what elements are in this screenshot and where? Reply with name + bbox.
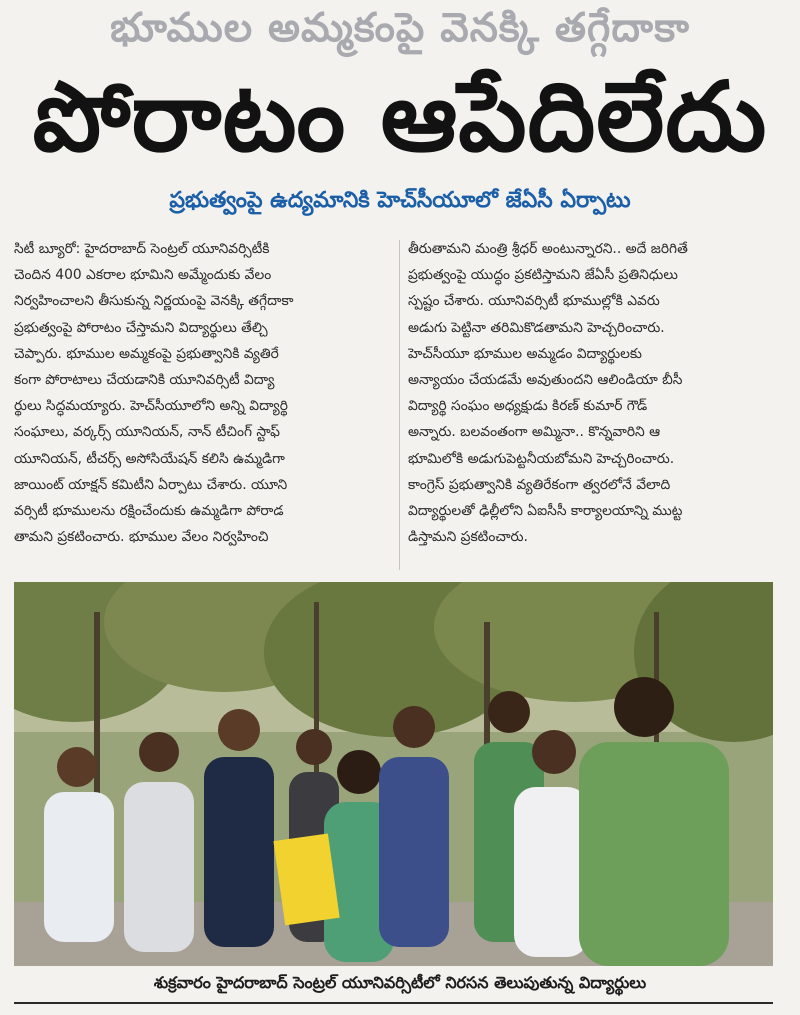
kicker-headline: భూముల అమ్మకంపై వెనక్కి తగ్గేదాకా — [110, 5, 690, 51]
article-line: సిటీ బ్యూరో: హైదరాబాద్ సెంట్రల్ యూనివర్సిటీకి — [14, 241, 270, 257]
protest-photo-illustration — [14, 582, 773, 966]
bottom-rule — [14, 1002, 773, 1004]
article-line: జాయింట్ యాక్షన్ కమిటీని ఏర్పాటు చేశారు. యూని — [14, 476, 288, 493]
article-line: చెప్పారు. భూముల అమ్మకంపై ప్రభుత్వానికి వ్యతిరే — [14, 345, 279, 362]
protest-photo — [14, 582, 773, 966]
article-line: యూనియన్, టీచర్స్ అసోసియేషన్ కలిసి ఉమ్మడిగా — [14, 450, 285, 467]
article-line: అన్యాయం చేయడమే అవుతుందని ఆలిండియా బీసీ — [408, 372, 683, 389]
article-column-2 — [408, 236, 783, 550]
article-line: వర్సిటీ భూములను రక్షించేందుకు ఉమ్మడిగా పోరాడ — [14, 503, 284, 520]
article-column-1 — [14, 236, 394, 550]
article-line: ప్రభుత్వంపై యుద్ధం ప్రకటిస్తామని జేఏసీ ప్రతినిధులు — [408, 267, 678, 284]
article-line: తీరుతామని మంత్రి శ్రీధర్ అంటున్నారని.. అదే జరిగితే — [408, 241, 688, 257]
main-headline: పోరాటం ఆపేదిలేదు — [32, 61, 768, 173]
article-line: కాంగ్రెస్ ప్రభుత్వానికి వ్యతిరేకంగా త్వరలోనే వేలాది — [408, 476, 671, 493]
article-line: తామని ప్రకటించారు. భూముల వేలం నిర్వహించి — [14, 529, 269, 546]
subheadline: ప్రభుత్వంపై ఉద్యమానికి హెచ్‌సీయూలో జేఏసీ ఏర్పాటు — [169, 188, 631, 213]
article-line: ప్రభుత్వంపై పోరాటం చేస్తామని విద్యార్థులు తేల్చి — [14, 319, 268, 336]
article-line: డిస్తామని ప్రకటించారు. — [408, 529, 528, 546]
photo-caption: శుక్రవారం హైదరాబాద్ సెంట్రల్ యూనివర్సిటీలో నిరసన తెలుపుతున్న విద్యార్థులు — [153, 973, 647, 992]
article-line: స్పష్టం చేశారు. యూనివర్సిటీ భూముల్లోకి ఎవరు — [408, 293, 660, 310]
article-line: ర్థులు సిద్ధమయ్యారు. హెచ్‌సీయూలోని అన్ని విద్యార్థి — [14, 398, 288, 415]
article-line: నిర్వహించాలని తీసుకున్న నిర్ణయంపై వెనక్కి తగ్గేదాకా — [14, 293, 294, 310]
article-line: అన్నారు. బలవంతంగా అమ్మినా.. కొన్నవారిని ఆ — [408, 424, 661, 441]
article-line: భూమిలోకి అడుగుపెట్టనీయబోమని హెచ్చరించారు. — [408, 450, 675, 467]
article-line: అడుగు పెట్టినా తరిమికొడతామని హెచ్చరించారు. — [408, 319, 665, 336]
column-divider — [399, 240, 400, 570]
article-line: హెచ్‌సీయూ భూముల అమ్మడం విద్యార్థులకు — [408, 345, 642, 362]
article-line: విద్యార్థులతో ఢిల్లీలోని ఏఐసీసీ కార్యాలయాన్ని ముట్ట — [408, 503, 683, 520]
article-line: సంఘాలు, వర్కర్స్ యూనియన్, నాన్ టీచింగ్ స్టాఫ్ — [14, 424, 280, 441]
article-line: చెందిన 400 ఎకరాల భూమిని అమ్మేందుకు వేలం — [14, 267, 272, 284]
article-line: విద్యార్థి సంఘం అధ్యక్షుడు కిరణ్ కుమార్ గౌడ్ — [408, 398, 648, 415]
article-line: కంగా పోరాటాలు చేయడానికి యూనివర్సిటీ విద్యా — [14, 372, 275, 389]
